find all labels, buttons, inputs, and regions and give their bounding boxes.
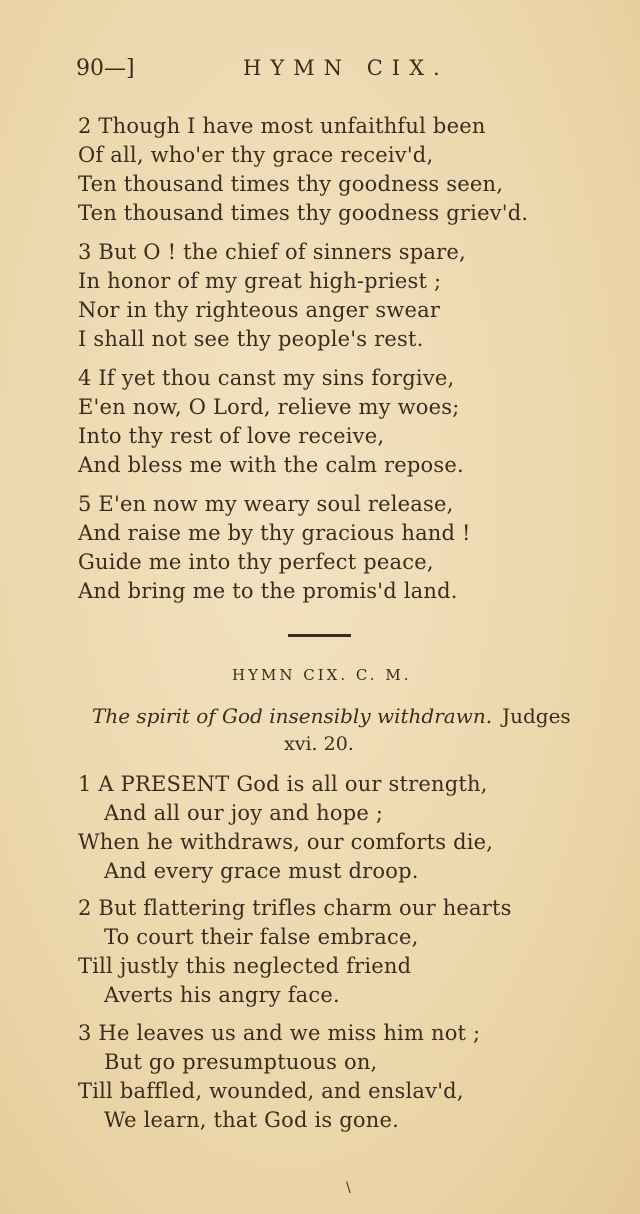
verse-line: 3 But O ! the chief of sinners spare, — [78, 240, 466, 264]
verse-line: To court their false embrace, — [104, 925, 419, 949]
verse-line: Averts his angry face. — [104, 983, 340, 1007]
verse-line: 3 He leaves us and we miss him not ; — [78, 1021, 481, 1045]
verse-line: And all our joy and hope ; — [104, 801, 384, 825]
verse-line: And raise me by thy gracious hand ! — [78, 521, 471, 545]
verse-line: And bring me to the promis'd land. — [78, 579, 458, 603]
verse-line: In honor of my great high-priest ; — [78, 269, 442, 293]
verse-line: 2 But flattering trifles charm our hearts — [78, 896, 512, 920]
verse-line: Of all, who'er thy grace receiv'd, — [78, 143, 434, 167]
verse-line: Ten thousand times thy goodness griev'd. — [78, 201, 529, 225]
verse-line: And every grace must droop. — [104, 859, 419, 883]
verse-line: Nor in thy righteous anger swear — [78, 298, 441, 322]
verse-line: I shall not see thy people's rest. — [78, 327, 424, 351]
subtitle-reference: Judges — [502, 704, 571, 728]
verse-line: When he withdraws, our comforts die, — [78, 830, 494, 854]
hymn-subtitle — [92, 704, 571, 728]
section-divider — [288, 634, 351, 637]
verse-line: Guide me into thy perfect peace, — [78, 550, 434, 574]
verse-line: Till justly this neglected friend — [78, 954, 412, 978]
subtitle-text: The spirit of God insensibly withdrawn. — [92, 704, 493, 728]
verse-line: Ten thousand times thy goodness seen, — [78, 172, 504, 196]
verse-line: E'en now, O Lord, relieve my woes; — [78, 395, 460, 419]
verse-line: Into thy rest of love receive, — [78, 424, 385, 448]
page-number: 90—] — [76, 56, 135, 81]
verse-line: 4 If yet thou canst my sins forgive, — [78, 366, 455, 390]
verse-line: 2 Though I have most unfaithful been — [78, 114, 486, 138]
verse-line: We learn, that God is gone. — [104, 1108, 399, 1132]
verse-line: 1 A PRESENT God is all our strength, — [78, 772, 488, 796]
ink-mark: \ — [346, 1180, 351, 1196]
verse-line: But go presumptuous on, — [104, 1050, 378, 1074]
verse-line: And bless me with the calm repose. — [78, 453, 464, 477]
subtitle-reference-verse: xvi. 20. — [284, 733, 354, 755]
running-title: HYMN CIX. — [243, 56, 449, 80]
hymn-heading: HYMN CIX. C. M. — [232, 666, 412, 684]
verse-line: 5 E'en now my weary soul release, — [78, 492, 454, 516]
verse-line: Till baffled, wounded, and enslav'd, — [78, 1079, 464, 1103]
